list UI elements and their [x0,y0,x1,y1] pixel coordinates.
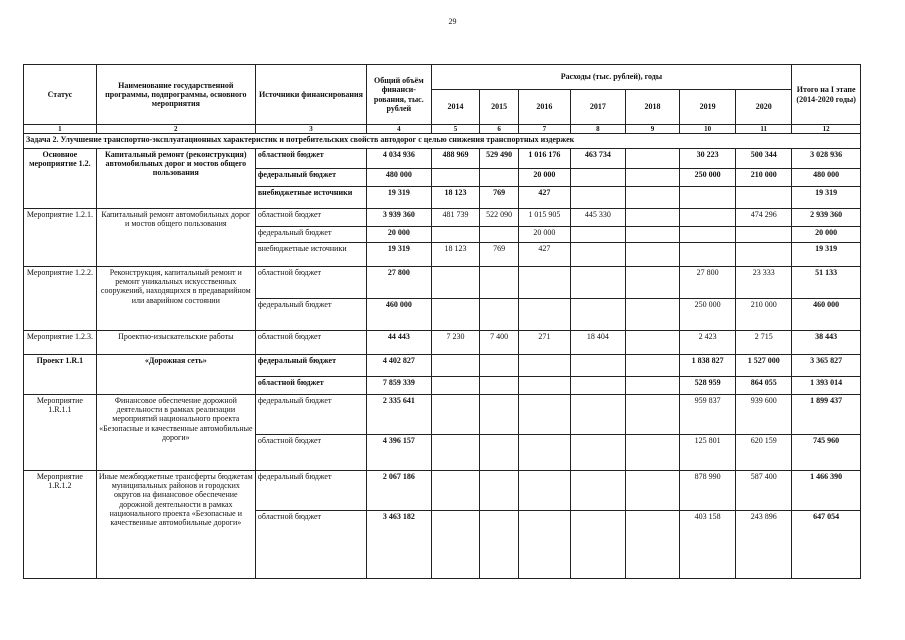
stage-total-cell: 51 133 [792,267,861,299]
program-name-cell: Капитальный ремонт (реконструкция) автомобильных дорог и мостов общего пользования [96,149,255,209]
table-row [24,209,861,227]
year-value-cell: 7 230 [431,331,480,355]
year-value-cell [625,395,679,435]
stage-total-cell: 745 960 [792,435,861,471]
year-value-cell [431,471,480,511]
year-value-cell [625,471,679,511]
year-value-cell [570,243,625,267]
funding-source-cell: федеральный бюджет [255,395,366,435]
status-cell: Мероприятие 1.2.1. [24,209,97,267]
status-cell: Мероприятие 1.2.2. [24,267,97,331]
year-value-cell: 27 800 [680,267,736,299]
table-row [24,355,861,377]
year-value-cell: 959 837 [680,395,736,435]
year-value-cell [518,395,570,435]
year-value-cell [431,267,480,299]
funding-source-cell: федеральный бюджет [255,471,366,511]
year-value-cell: 939 600 [736,395,792,435]
stage-total-cell: 3 028 936 [792,149,861,169]
year-value-cell [625,355,679,377]
year-value-cell [480,169,518,187]
year-value-cell [680,187,736,209]
header-year: 2019 [680,90,736,125]
funding-source-cell: областной бюджет [255,435,366,471]
year-value-cell [431,355,480,377]
stage-total-cell: 460 000 [792,299,861,331]
funding-source-cell: федеральный бюджет [255,299,366,331]
year-value-cell: 2 423 [680,331,736,355]
program-name-cell: Реконструкция, капитальный ремонт и ремонт уникальных искусственных сооружений, находящихся в предаварийном или аварийном состоянии [96,267,255,331]
year-value-cell: 1 838 827 [680,355,736,377]
status-cell: Проект 1.R.1 [24,355,97,395]
year-value-cell: 20 000 [518,227,570,243]
status-cell: Основное мероприятие 1.2. [24,149,97,209]
year-value-cell: 243 896 [736,511,792,579]
stage-total-cell: 1 466 390 [792,471,861,511]
year-value-cell [431,377,480,395]
column-number: 10 [680,125,736,134]
year-value-cell: 30 223 [680,149,736,169]
column-number: 2 [96,125,255,134]
header-expenses: Расходы (тыс. рублей), годы [431,65,792,90]
column-number: 1 [24,125,97,134]
column-number: 3 [255,125,366,134]
table-row [24,471,861,511]
year-value-cell [625,243,679,267]
column-number: 8 [570,125,625,134]
year-value-cell: 125 801 [680,435,736,471]
year-value-cell [625,209,679,227]
year-value-cell [625,377,679,395]
total-volume-cell: 2 067 186 [367,471,431,511]
year-value-cell: 403 158 [680,511,736,579]
year-value-cell: 864 055 [736,377,792,395]
status-cell: Мероприятие 1.R.1.1 [24,395,97,471]
stage-total-cell: 20 000 [792,227,861,243]
total-volume-cell: 44 443 [367,331,431,355]
year-value-cell [480,267,518,299]
year-value-cell [570,299,625,331]
table-row [24,331,861,355]
year-value-cell [625,227,679,243]
year-value-cell: 474 296 [736,209,792,227]
year-value-cell [570,169,625,187]
total-volume-cell: 2 335 641 [367,395,431,435]
year-value-cell [625,267,679,299]
year-value-cell: 1 016 176 [518,149,570,169]
year-value-cell: 2 715 [736,331,792,355]
year-value-cell: 620 159 [736,435,792,471]
header-program-name: Наименование государственной программы, подпрограммы, основного мероприятия [96,65,255,125]
year-value-cell: 250 000 [680,299,736,331]
year-value-cell [625,435,679,471]
table-row [24,395,861,435]
header-year: 2015 [480,90,518,125]
task-title: Задача 2. Улучшение транспортно-эксплуатационных характеристик и потребительских свойств автодорог с целью снижения транспортных издержек [24,134,861,149]
year-value-cell [570,435,625,471]
funding-source-cell: федеральный бюджет [255,169,366,187]
table-row [24,149,861,169]
year-value-cell: 445 330 [570,209,625,227]
header-funding-source: Источники финансирования [255,65,366,125]
year-value-cell: 529 490 [480,149,518,169]
year-value-cell: 23 333 [736,267,792,299]
total-volume-cell: 19 319 [367,243,431,267]
program-name-cell: «Дорожная сеть» [96,355,255,395]
column-number: 12 [792,125,861,134]
total-volume-cell: 4 402 827 [367,355,431,377]
year-value-cell [480,299,518,331]
stage-total-cell: 1 393 014 [792,377,861,395]
total-volume-cell: 27 800 [367,267,431,299]
year-value-cell [736,187,792,209]
header-year: 2017 [570,90,625,125]
year-value-cell [518,267,570,299]
year-value-cell [431,169,480,187]
year-value-cell [518,377,570,395]
year-value-cell: 463 734 [570,149,625,169]
year-value-cell: 271 [518,331,570,355]
year-value-cell [431,511,480,579]
year-value-cell [625,331,679,355]
total-volume-cell: 19 319 [367,187,431,209]
funding-source-cell: областной бюджет [255,511,366,579]
header-year: 2014 [431,90,480,125]
total-volume-cell: 480 000 [367,169,431,187]
year-value-cell: 210 000 [736,169,792,187]
year-value-cell: 769 [480,243,518,267]
page-number: 29 [448,17,457,26]
total-volume-cell: 460 000 [367,299,431,331]
year-value-cell [518,511,570,579]
header-year: 2018 [625,90,679,125]
funding-source-cell: внебюджетные источники [255,243,366,267]
stage-total-cell: 647 054 [792,511,861,579]
program-name-cell: Проектно-изыскательские работы [96,331,255,355]
year-value-cell [570,267,625,299]
year-value-cell [518,355,570,377]
stage-total-cell: 19 319 [792,187,861,209]
year-value-cell [431,435,480,471]
year-value-cell: 427 [518,187,570,209]
stage-total-cell: 3 365 827 [792,355,861,377]
total-volume-cell: 3 939 360 [367,209,431,227]
stage-total-cell: 38 443 [792,331,861,355]
year-value-cell: 20 000 [518,169,570,187]
total-volume-cell: 4 396 157 [367,435,431,471]
year-value-cell: 18 123 [431,187,480,209]
year-value-cell [480,227,518,243]
year-value-cell [431,227,480,243]
year-value-cell [570,471,625,511]
year-value-cell [736,243,792,267]
year-value-cell: 500 344 [736,149,792,169]
year-value-cell [625,299,679,331]
header-year: 2020 [736,90,792,125]
funding-source-cell: областной бюджет [255,377,366,395]
year-value-cell [570,227,625,243]
total-volume-cell: 4 034 936 [367,149,431,169]
total-volume-cell: 7 859 339 [367,377,431,395]
stage-total-cell: 2 939 360 [792,209,861,227]
year-value-cell [480,395,518,435]
year-value-cell [480,471,518,511]
column-number: 4 [367,125,431,134]
header-row [24,65,861,90]
year-value-cell [431,299,480,331]
stage-total-cell: 19 319 [792,243,861,267]
year-value-cell: 250 000 [680,169,736,187]
status-cell: Мероприятие 1.2.3. [24,331,97,355]
year-value-cell: 210 000 [736,299,792,331]
year-value-cell: 878 990 [680,471,736,511]
header-total-stage: Итого на I этапе (2014-2020 годы) [792,65,861,125]
year-value-cell: 1 015 905 [518,209,570,227]
column-number: 5 [431,125,480,134]
year-value-cell: 1 527 000 [736,355,792,377]
funding-source-cell: областной бюджет [255,209,366,227]
year-value-cell [736,227,792,243]
funding-source-cell: областной бюджет [255,149,366,169]
year-value-cell [480,377,518,395]
year-value-cell [570,377,625,395]
year-value-cell: 18 404 [570,331,625,355]
year-value-cell [518,299,570,331]
year-value-cell [680,227,736,243]
year-value-cell: 488 969 [431,149,480,169]
year-value-cell [480,355,518,377]
column-number-row [24,125,861,134]
task-row [24,134,861,149]
year-value-cell [431,395,480,435]
year-value-cell [625,187,679,209]
funding-source-cell: областной бюджет [255,331,366,355]
year-value-cell: 7 400 [480,331,518,355]
header-status: Статус [24,65,97,125]
year-value-cell: 587 400 [736,471,792,511]
table-row [24,267,861,299]
program-name-cell: Иные межбюджетные трансферты бюджетам муниципальных районов и городских округов на финансовое обеспечение дорожной деятельности в рамках национального проекта «Безопасные и качественные автомобильные дороги» [96,471,255,579]
column-number: 11 [736,125,792,134]
year-value-cell: 18 123 [431,243,480,267]
column-number: 9 [625,125,679,134]
column-number: 6 [480,125,518,134]
funding-source-cell: федеральный бюджет [255,227,366,243]
column-number: 7 [518,125,570,134]
total-volume-cell: 20 000 [367,227,431,243]
status-cell: Мероприятие 1.R.1.2 [24,471,97,579]
year-value-cell [680,209,736,227]
total-volume-cell: 3 463 182 [367,511,431,579]
year-value-cell [625,169,679,187]
funding-source-cell: областной бюджет [255,267,366,299]
year-value-cell [680,243,736,267]
year-value-cell: 522 090 [480,209,518,227]
stage-total-cell: 480 000 [792,169,861,187]
funding-source-cell: федеральный бюджет [255,355,366,377]
program-name-cell: Капитальный ремонт автомобильных дорог и мостов общего пользования [96,209,255,267]
year-value-cell: 528 959 [680,377,736,395]
year-value-cell [480,435,518,471]
year-value-cell: 427 [518,243,570,267]
stage-total-cell: 1 899 437 [792,395,861,435]
year-value-cell [570,511,625,579]
year-value-cell [570,395,625,435]
year-value-cell [570,187,625,209]
year-value-cell [570,355,625,377]
header-year: 2016 [518,90,570,125]
year-value-cell: 769 [480,187,518,209]
year-value-cell [625,511,679,579]
year-value-cell [518,435,570,471]
year-value-cell [625,149,679,169]
year-value-cell: 481 739 [431,209,480,227]
budget-table [23,64,861,579]
header-total-volume: Общий объём финанси-рования, тыс. рублей [367,65,431,125]
program-name-cell: Финансовое обеспечение дорожной деятельности в рамках реализации мероприятий национального проекта «Безопасные и качественные автомобильные дороги» [96,395,255,471]
funding-source-cell: внебюджетные источники [255,187,366,209]
year-value-cell [480,511,518,579]
year-value-cell [518,471,570,511]
